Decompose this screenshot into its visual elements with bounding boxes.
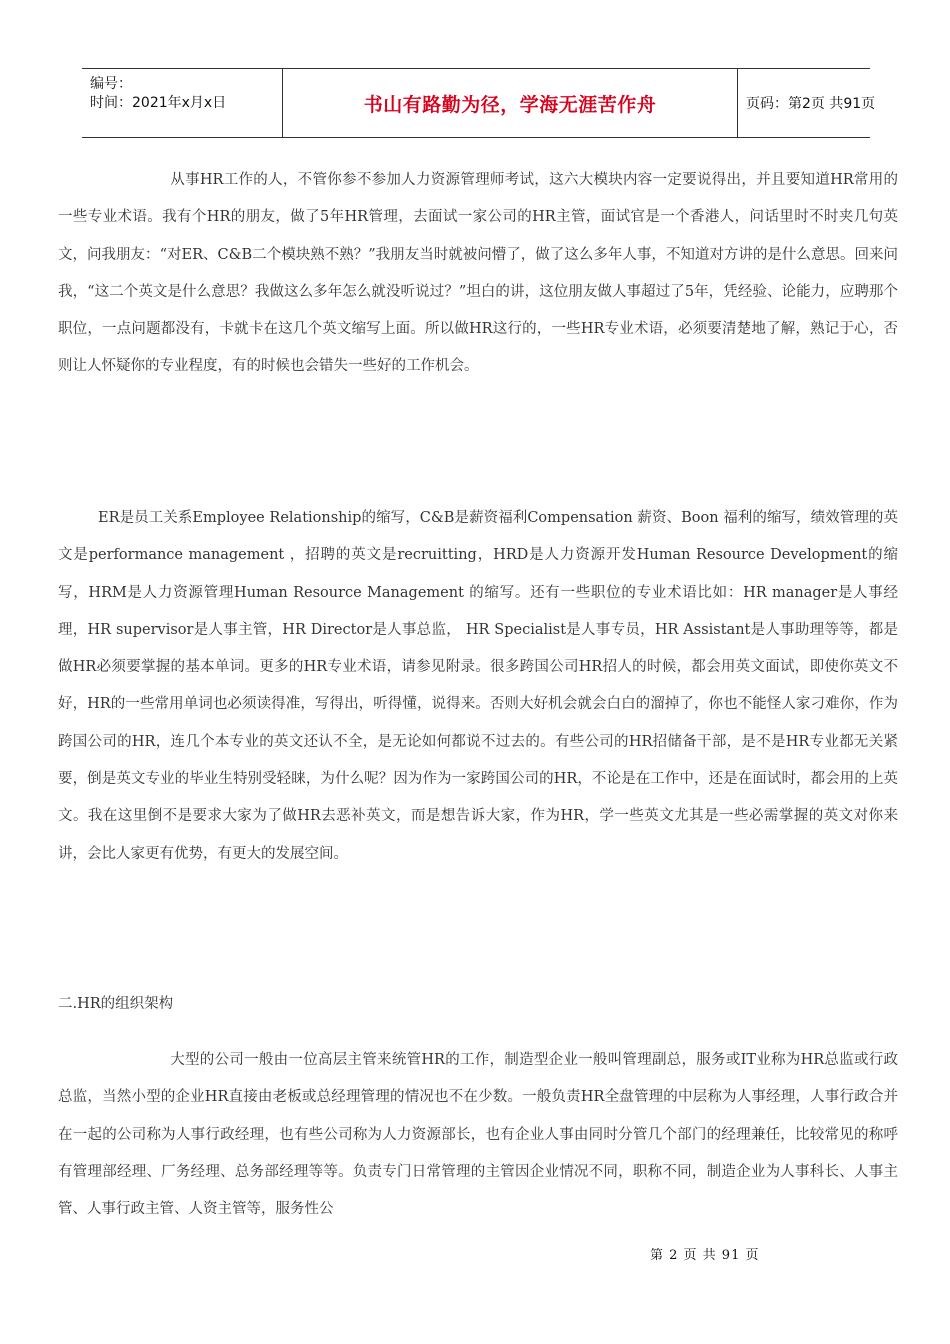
document-date-label: 时间：2021年x月x日 [90, 95, 227, 111]
document-header [82, 68, 876, 138]
body-paragraph-3 [58, 1042, 898, 1228]
paragraph-2-text: ER是员工关系Employee Relationship的缩写，C&B是薪资福利Compensation 薪资、Boon 福利的缩写，绩效管理的英文是performance management ，招聘的英文是recruitting，HRD是人力资源开发Human Resource Development的缩写，HRM是人力资源管理Human Resource Management 的缩写。还有一些职位的专业术语比如：HR manager是人事经理，HR supervisor是人事主管，HR Director是人事总监， HR Specialist是人事专员，HR Assistant是人事助理等等，都是做HR必须要掌握的基本单词。更多的HR专业术语，请参见附录。很多跨国公司HR招人的时候，都会用英文面试，即使你英文不好，HR的一些常用单词也必须读得准，写得出，听得懂，说得来。否则大好机会就会白白的溜掉了，你也不能怪人家刁难你，作为跨国公司的HR，连几个本专业的英文还认不全，是无论如何都说不过去的。有些公司的HR招储备干部，是不是HR专业都无关紧要，倒是英文专业的毕业生特别受轻睐，为什么呢？因为作为一家跨国公司的HR，不论是在工作中，还是在面试时，都会用的上英文。我在这里倒不是要求大家为了做HR去恶补英文，而是想告诉大家，作为HR，学一些英文尤其是一些必需掌握的英文对你来讲，会比人家更有优势，有更大的发展空间。 [58, 510, 898, 862]
header-meta-cell [82, 69, 282, 137]
paragraph-1-text: 从事HR工作的人，不管你参不参加人力资源管理师考试，这六大模块内容一定要说得出，并且要知道HR常用的一些专业术语。我有个HR的朋友，做了5年HR管理，去面试一家公司的HR主管，面试官是一个香港人，问话里时不时夹几句英文，问我朋友：“对ER、C&B二个模块熟不熟？”我朋友当时就被问懵了，做了这么多年人事，不知道对方讲的是什么意思。回来问我，“这二个英文是什么意思？我做这么多年怎么就没听说过？”坦白的讲，这位朋友做人事超过了5年，凭经验、论能力，应聘那个职位，一点问题都没有，卡就卡在这几个英文缩写上面。所以做HR这行的，一些HR专业术语，必须要清楚地了解，熟记于心，否则让人怀疑你的专业程度，有的时候也会错失一些好的工作机会。 [58, 172, 898, 375]
section-heading: 二.HR的组织架构 [58, 996, 174, 1012]
body-paragraph-2 [58, 500, 898, 873]
header-page-label: 页码：第2页 共91页 [746, 96, 876, 112]
header-page-cell [738, 69, 876, 137]
page-footer: 第 2 页 共 91 页 [650, 1248, 760, 1263]
paragraph-3-text: 大型的公司一般由一位高层主管来统管HR的工作，制造型企业一般叫管理副总，服务或IT业称为HR总监或行政总监，当然小型的企业HR直接由老板或总经理管理的情况也不在少数。一般负责HR全盘管理的中层称为人事经理，人事行政合并在一起的公司称为人事行政经理，也有些公司称为人力资源部长，也有企业人事由同时分管几个部门的经理兼任，比较常见的称呼有管理部经理、厂务经理、总务部经理等等。负责专门日常管理的主管因企业情况不同，职称不同，制造企业为人事科长、人事主管、人事行政主管、人资主管等，服务性公 [58, 1052, 898, 1218]
body-paragraph-1 [58, 162, 898, 386]
header-motto-cell [282, 69, 738, 137]
header-motto: 书山有路勤为径，学海无涯苦作舟 [363, 93, 657, 116]
document-number-label: 编号： [90, 76, 132, 92]
